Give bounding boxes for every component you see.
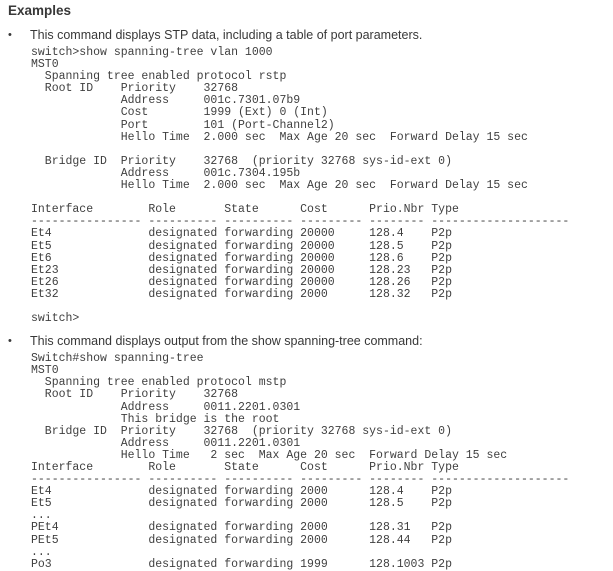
- cli-output-show-spanning-tree: Switch#show spanning-tree MST0 Spanning tree enabled protocol mstp Root ID Priority 32768 Address 0011.2201.0301 This bridge is the root Bridge ID Priority 32768 (priority 32768 sys-id-ext 0) Address 0011.2201.0301 Hello Time 2 sec Max Age 20 sec Forward Delay 15 sec Interface Role State Cost Prio.Nbr Type ---------------- ---------- ---------- --------- -------- -------------------- Et4 designated forwarding 2000 128.4 P2p Et5 designated forwarding 2000 128.5 P2p ... PEt4 designated forwarding 2000 128.31 P2p PEt5 designated forwarding 2000 128.44 P2p ... Po3 designated forwarding 1999 128.1003 P2p: [31, 352, 570, 571]
- bullet-icon: •: [8, 29, 12, 41]
- cli-output-stp-vlan-1000: switch>show spanning-tree vlan 1000 MST0 Spanning tree enabled protocol rstp Root ID Priority 32768 Address 001c.7301.07b9 Cost 1999 (Ext) 0 (Int) Port 101 (Port-Channel2) Hello Time 2.000 sec Max Age 20 sec Forward Delay 15 sec Bridge ID Priority 32768 (priority 32768 sys-id-ext 0) Address 001c.7304.195b Hello Time 2.000 sec Max Age 20 sec Forward Delay 15 sec Interface Role State Cost Prio.Nbr Type ---------------- ---------- ---------- --------- -------- -------------------- Et4 designated forwarding 20000 128.4 P2p Et5 designated forwarding 20000 128.5 P2p Et6 designated forwarding 20000 128.6 P2p Et23 designated forwarding 20000 128.23 P2p Et26 designated forwarding 20000 128.26 P2p Et32 designated forwarding 2000 128.32 P2p switch>: [31, 46, 570, 326]
- examples-section: [0, 3, 613, 571]
- example-description: This command displays output from the show spanning-tree command:: [30, 334, 423, 349]
- examples-heading: Examples: [8, 3, 72, 18]
- example-item-1: [8, 28, 613, 42]
- bullet-icon: •: [8, 335, 12, 348]
- example-description: This command displays STP data, including a table of port parameters.: [30, 28, 423, 42]
- example-item-2: [8, 334, 613, 348]
